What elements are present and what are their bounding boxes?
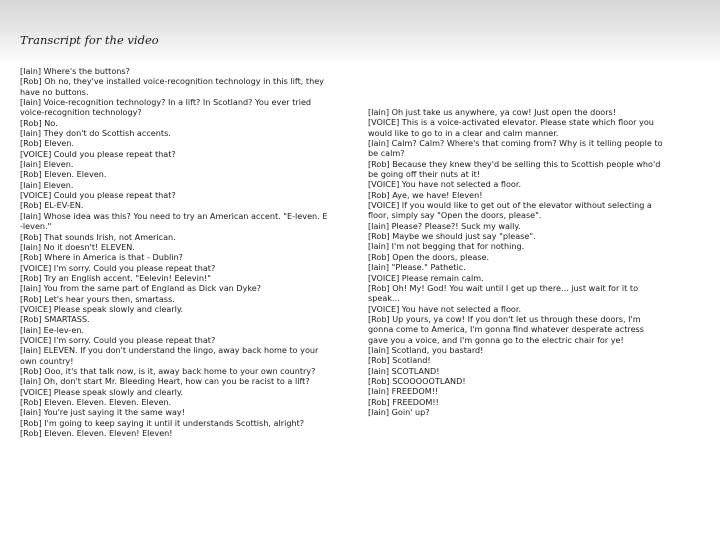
transcript-line: [Iain] No it doesn't! ELEVEN. bbox=[20, 241, 135, 252]
transcript-line: [Rob] SCOOOOOTLAND! bbox=[368, 375, 466, 386]
transcript-line: [VOICE] Could you please repeat that? bbox=[20, 148, 176, 159]
transcript-line: be calm? bbox=[368, 148, 405, 159]
transcript-line: [Rob] No. bbox=[20, 117, 58, 128]
transcript-line: [VOICE] You have not selected a floor. bbox=[368, 179, 522, 190]
transcript-line: [VOICE] You have not selected a floor. bbox=[368, 303, 522, 314]
transcript-line: [VOICE] Please speak slowly and clearly. bbox=[20, 303, 184, 314]
transcript-line: [Rob] Oh no, they've installed voice-recognition technology in this lift, they bbox=[20, 76, 324, 87]
transcript-line: [Rob] Eleven. Eleven. bbox=[20, 169, 107, 180]
transcript-line: speak... bbox=[368, 293, 400, 304]
transcript-line: [Rob] Ooo, it's that talk now, is it, away back home to your own country? bbox=[20, 365, 316, 376]
transcript-line: [Rob] SMARTASS. bbox=[20, 314, 90, 325]
transcript-line: [Rob] That sounds Irish, not American. bbox=[20, 231, 176, 242]
transcript-line: [Rob] I'm going to keep saying it until it understands Scottish, alright? bbox=[20, 417, 305, 428]
transcript-line: [Iain] Please? Please?! Suck my wally. bbox=[368, 220, 521, 231]
transcript-line: [Rob] Open the doors, please. bbox=[368, 251, 490, 262]
transcript-line: [Iain] Scotland, you bastard! bbox=[368, 344, 484, 355]
transcript-line: [Iain] "Please." Pathetic. bbox=[368, 262, 466, 273]
transcript-line: [Rob] Where in America is that - Dublin? bbox=[20, 252, 183, 263]
transcript-line: voice-recognition technology? bbox=[20, 107, 142, 118]
transcript-line: be going off their nuts at it! bbox=[368, 169, 480, 180]
transcript-line: own country! bbox=[20, 355, 74, 366]
transcript-line: [Rob] Maybe we should just say "please". bbox=[368, 231, 536, 242]
transcript-line: [VOICE] Please speak slowly and clearly. bbox=[20, 386, 184, 397]
transcript-line: gonna come to America, I'm gonna find whatever desperate actress bbox=[368, 324, 644, 335]
transcript-line: [Rob] Eleven. bbox=[20, 138, 75, 149]
transcript-line: [Iain] Eleven. bbox=[20, 179, 74, 190]
transcript-line: [Rob] Eleven. Eleven. Eleven. Eleven. bbox=[20, 397, 172, 407]
transcript-line: [Rob] Scotland! bbox=[368, 355, 431, 366]
transcript-line: would like to go to in a clear and calm manner. bbox=[368, 127, 559, 138]
transcript-line: [Iain] Oh, don't start Mr. Bleeding Heart, how can you be racist to a lift? bbox=[20, 376, 310, 387]
transcript-line: floor, simply say "Open the doors, please". bbox=[368, 210, 542, 221]
transcript-line: [Iain] Whose idea was this? You need to try an American accent. "E-leven. E bbox=[20, 210, 328, 221]
transcript-right-column bbox=[368, 107, 693, 417]
transcript-line: [Rob] EL-EV-EN. bbox=[20, 200, 84, 211]
header-band bbox=[0, 0, 720, 64]
transcript-line: [Iain] Calm? Calm? Where's that coming from? Why is it telling people to bbox=[368, 138, 663, 149]
transcript-line: [Iain] You from the same part of England as Dick van Dyke? bbox=[20, 283, 262, 294]
transcript-line: [VOICE] I'm sorry. Could you please repeat that? bbox=[20, 334, 216, 345]
transcript-line: [VOICE] Could you please repeat that? bbox=[20, 190, 176, 201]
transcript-line: [VOICE] If you would like to get out of the elevator without selecting a bbox=[368, 200, 652, 211]
transcript-line: [Rob] FREEDOM!! bbox=[368, 396, 439, 407]
page-title: Transcript for the video bbox=[20, 33, 159, 47]
transcript-line: [Iain] Oh just take us anywhere, ya cow! Just open the doors! bbox=[368, 107, 617, 117]
transcript-line: [Rob] Aye, we have! Eleven! bbox=[368, 189, 483, 200]
transcript-line: [Iain] SCOTLAND! bbox=[368, 365, 440, 376]
transcript-line: [Iain] ELEVEN. If you don't understand the lingo, away back home to your bbox=[20, 345, 319, 356]
transcript-line: [VOICE] I'm sorry. Could you please repeat that? bbox=[20, 262, 216, 273]
transcript-line: [Iain] Ee-lev-en. bbox=[20, 324, 85, 335]
transcript-line: [Rob] Let's hear yours then, smartass. bbox=[20, 293, 175, 304]
transcript-line: [VOICE] Please remain calm. bbox=[368, 272, 484, 283]
transcript-line: [Iain] Goin' up? bbox=[368, 406, 430, 417]
transcript-line: [Rob] Oh! My! God! You wait until I get up there... just wait for it to bbox=[368, 282, 639, 293]
transcript-line: [VOICE] This is a voice-activated elevator. Please state which floor you bbox=[368, 117, 654, 128]
transcript-line: [Rob] Try an English accent. "Eelevin! Eelevin!" bbox=[20, 272, 211, 283]
transcript-line: -leven." bbox=[20, 221, 52, 232]
transcript-line: [Iain] Voice-recognition technology? In a lift? In Scotland? You ever tried bbox=[20, 97, 312, 108]
transcript-line: gave you a voice, and I'm gonna go to the electric chair for ye! bbox=[368, 334, 624, 345]
transcript-line: [Iain] I'm not begging that for nothing. bbox=[368, 241, 525, 252]
transcript-line: [Iain] Where's the buttons? bbox=[20, 66, 130, 76]
transcript-line: [Rob] Because they knew they'd be selling this to Scottish people who'd bbox=[368, 158, 661, 169]
transcript-left-column bbox=[20, 66, 345, 438]
transcript-line: [Iain] You're just saying it the same way! bbox=[20, 407, 185, 418]
transcript-line: [Iain] FREEDOM!! bbox=[368, 386, 439, 397]
transcript-line: [Iain] Eleven. bbox=[20, 159, 74, 170]
transcript-line: [Rob] Up yours, ya cow! If you don't let us through these doors, I'm bbox=[368, 313, 641, 324]
transcript-line: [Iain] They don't do Scottish accents. bbox=[20, 128, 171, 139]
transcript-line: have no buttons. bbox=[20, 86, 89, 97]
transcript-line: [Rob] Eleven. Eleven. Eleven! Eleven! bbox=[20, 428, 173, 439]
